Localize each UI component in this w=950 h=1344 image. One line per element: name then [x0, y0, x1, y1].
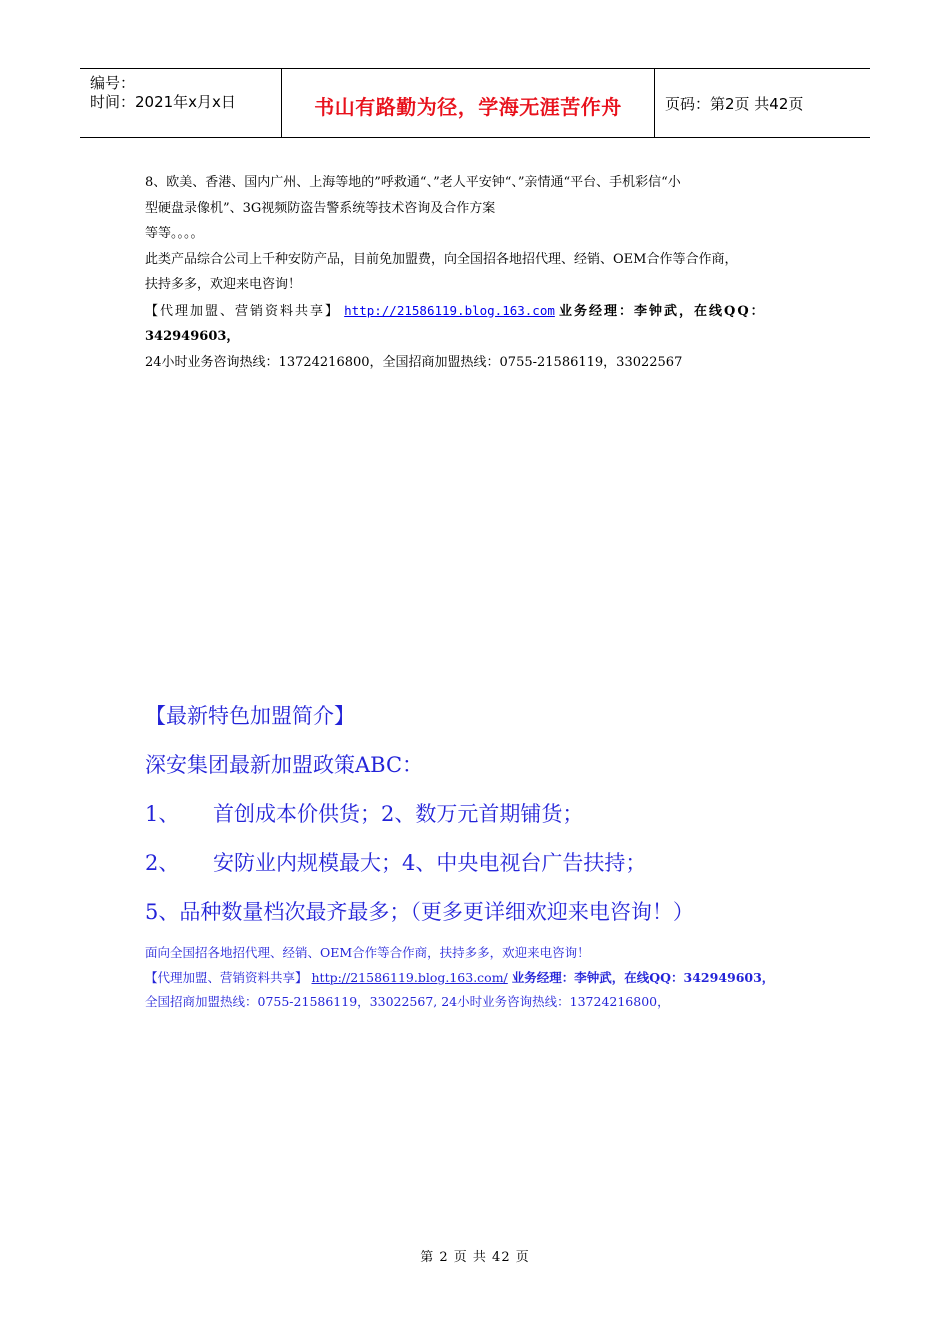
hotline-text: 24小时业务咨询热线：13724216800，全国招商加盟热线：0755-21586119，33022567 — [145, 354, 683, 370]
blog-link[interactable]: http://21586119.blog.163.com — [344, 302, 555, 318]
header-table — [80, 68, 870, 138]
share-label: 【代理加盟、营销资料共享】 — [145, 969, 308, 985]
header-left-cell — [80, 69, 282, 137]
qq-number: 342949603， — [145, 329, 240, 344]
share-label: 【代理加盟、营销资料共享】 — [145, 303, 341, 319]
policy-item-number: 1、 — [145, 802, 180, 826]
policy-item: 5、品种数量档次最齐最多；（更多更详细欢迎来电咨询！） — [145, 900, 694, 924]
policy-item-text: 安防业内规模最大；4、中央电视台广告扶持； — [213, 851, 647, 875]
policy-item — [145, 843, 845, 892]
document-code-label: 编号： — [90, 74, 136, 92]
paragraph-line: 8、欧美、香港、国内广州、上海等地的”呼救通“、”老人平安钟“、”亲情通“平台、手机彩信“小 — [145, 175, 681, 190]
manager-contact: 业务经理：李钟武，在线QQ：342949603， — [511, 969, 775, 985]
policy-item — [145, 794, 845, 843]
paragraph-line: 型硬盘录像机”、3G视频防盗告警系统等技术咨询及合作方案 — [145, 200, 496, 216]
franchise-section — [145, 696, 845, 1015]
section-subtitle: 深安集团最新加盟政策ABC： — [145, 753, 424, 777]
header-motto: 书山有路勤为径，学海无涯苦作舟 — [314, 95, 622, 119]
paragraph-line: 扶持多多，欢迎来电咨询！ — [145, 277, 302, 292]
paragraph-line: 等等。。。。 — [145, 226, 204, 241]
header-center-cell — [282, 69, 655, 137]
product-description — [145, 170, 810, 375]
contact-line — [145, 298, 810, 325]
page-footer: 第 2 页 共 42 页 — [420, 1250, 530, 1265]
blog-link[interactable]: http://21586119.blog.163.com/ — [311, 969, 508, 985]
contact-line — [145, 966, 845, 991]
manager-contact: 业务经理：李钟武，在线QQ： — [559, 303, 766, 319]
document-date: 时间：2021年x月x日 — [90, 93, 236, 111]
policy-item-number: 2、 — [145, 851, 180, 875]
policy-item-text: 首创成本价供货；2、数万元首期铺货； — [213, 802, 584, 826]
hotline-text: 全国招商加盟热线：0755-21586119，33022567, 24小时业务咨询热线：13724216800， — [145, 994, 670, 1009]
header-right-cell — [655, 69, 870, 137]
header-page-number: 页码：第2页 共42页 — [665, 95, 804, 113]
paragraph-line: 此类产品综合公司上千种安防产品，目前免加盟费，向全国招各地招代理、经销、OEM合作等合作商， — [145, 251, 738, 267]
recruit-note: 面向全国招各地招代理、经销、OEM合作等合作商，扶持多多，欢迎来电咨询！ — [145, 945, 590, 960]
section-title: 【最新特色加盟简介】 — [145, 704, 355, 728]
